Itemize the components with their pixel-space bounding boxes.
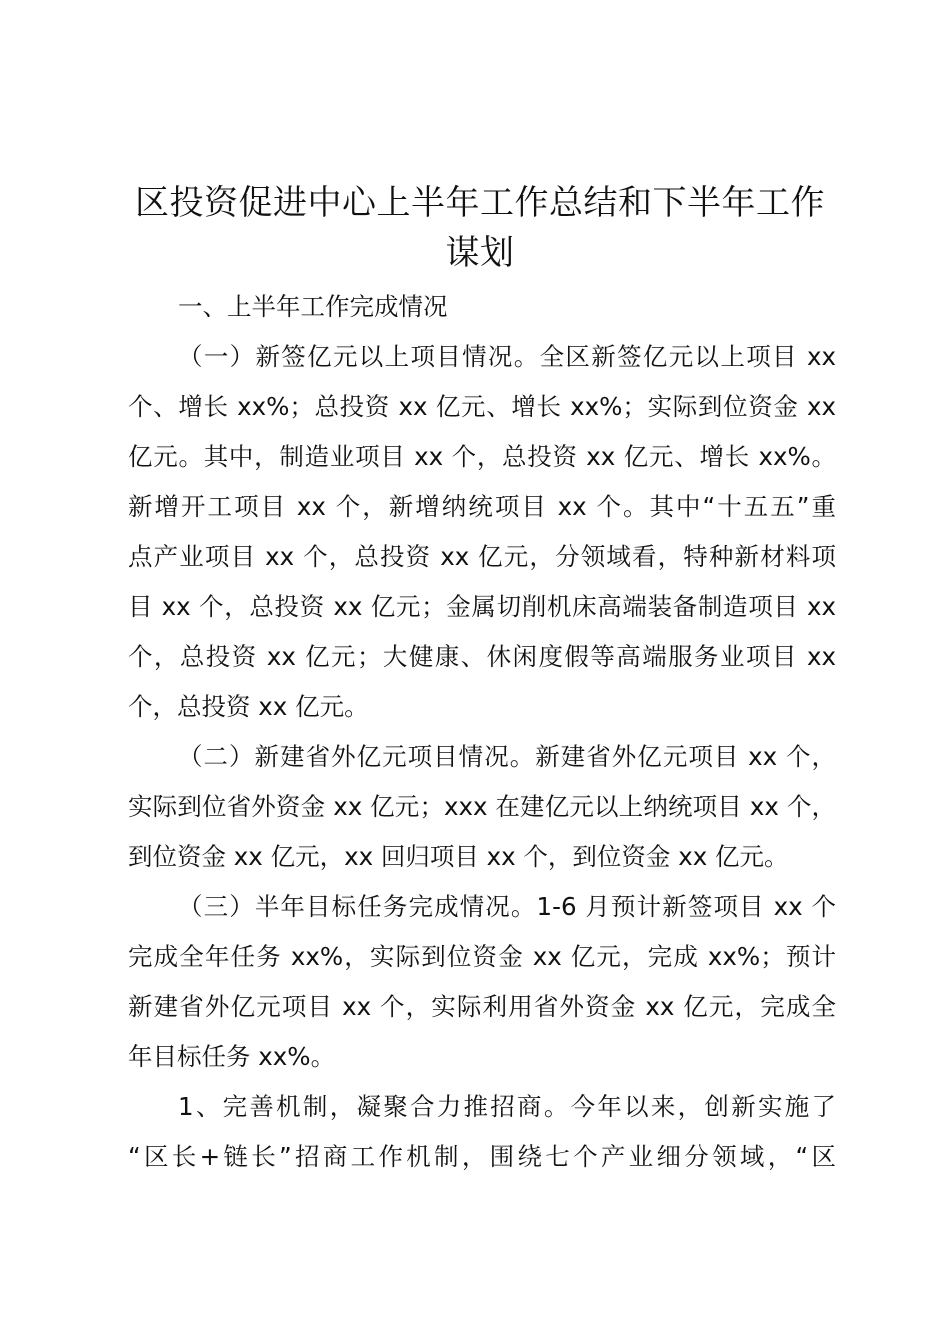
paragraph-line: 亿元。其中，制造业项目 xx 个，总投资 xx 亿元、增长 xx%。 bbox=[128, 442, 836, 471]
section-heading: 一、上半年工作完成情况 bbox=[178, 292, 448, 321]
paragraph-line: 完成全年任务 xx%，实际到位资金 xx 亿元，完成 xx%；预计 bbox=[128, 942, 836, 971]
title-line-2: 谋划 bbox=[445, 233, 515, 273]
paragraph-line: （三）半年目标任务完成情况。1-6 月预计新签项目 xx 个 bbox=[178, 892, 836, 921]
paragraph-line: 新建省外亿元项目 xx 个，实际利用省外资金 xx 亿元，完成全 bbox=[128, 992, 836, 1021]
document-title bbox=[100, 178, 860, 278]
paragraph-line: 年目标任务 xx%。 bbox=[128, 1042, 336, 1071]
paragraph-line: 目 xx 个，总投资 xx 亿元；金属切削机床高端装备制造项目 xx bbox=[128, 592, 836, 621]
paragraph-line: （一）新签亿元以上项目情况。全区新签亿元以上项目 xx bbox=[178, 342, 836, 371]
paragraph-line: 个，总投资 xx 亿元。 bbox=[128, 692, 369, 721]
paragraph-line: 到位资金 xx 亿元，xx 回归项目 xx 个，到位资金 xx 亿元。 bbox=[128, 842, 789, 871]
paragraph-line: 个，总投资 xx 亿元；大健康、休闲度假等高端服务业项目 xx bbox=[128, 642, 836, 671]
paragraph-line: 新增开工项目 xx 个，新增纳统项目 xx 个。其中“十五五”重 bbox=[128, 492, 836, 521]
paragraph-line: 点产业项目 xx 个，总投资 xx 亿元，分领域看，特种新材料项 bbox=[128, 542, 836, 571]
document-body bbox=[128, 282, 836, 1182]
paragraph-line: 个、增长 xx%；总投资 xx 亿元、增长 xx%；实际到位资金 xx bbox=[128, 392, 836, 421]
paragraph-line: “区长+链长”招商工作机制，围绕七个产业细分领域，“区 bbox=[128, 1142, 836, 1171]
paragraph-line: 实际到位省外资金 xx 亿元；xxx 在建亿元以上纳统项目 xx 个， bbox=[128, 792, 836, 821]
paragraph-line: （二）新建省外亿元项目情况。新建省外亿元项目 xx 个， bbox=[178, 742, 836, 771]
paragraph-line: 1、完善机制，凝聚合力推招商。今年以来，创新实施了 bbox=[178, 1092, 836, 1121]
title-line-1: 区投资促进中心上半年工作总结和下半年工作 bbox=[135, 183, 825, 223]
